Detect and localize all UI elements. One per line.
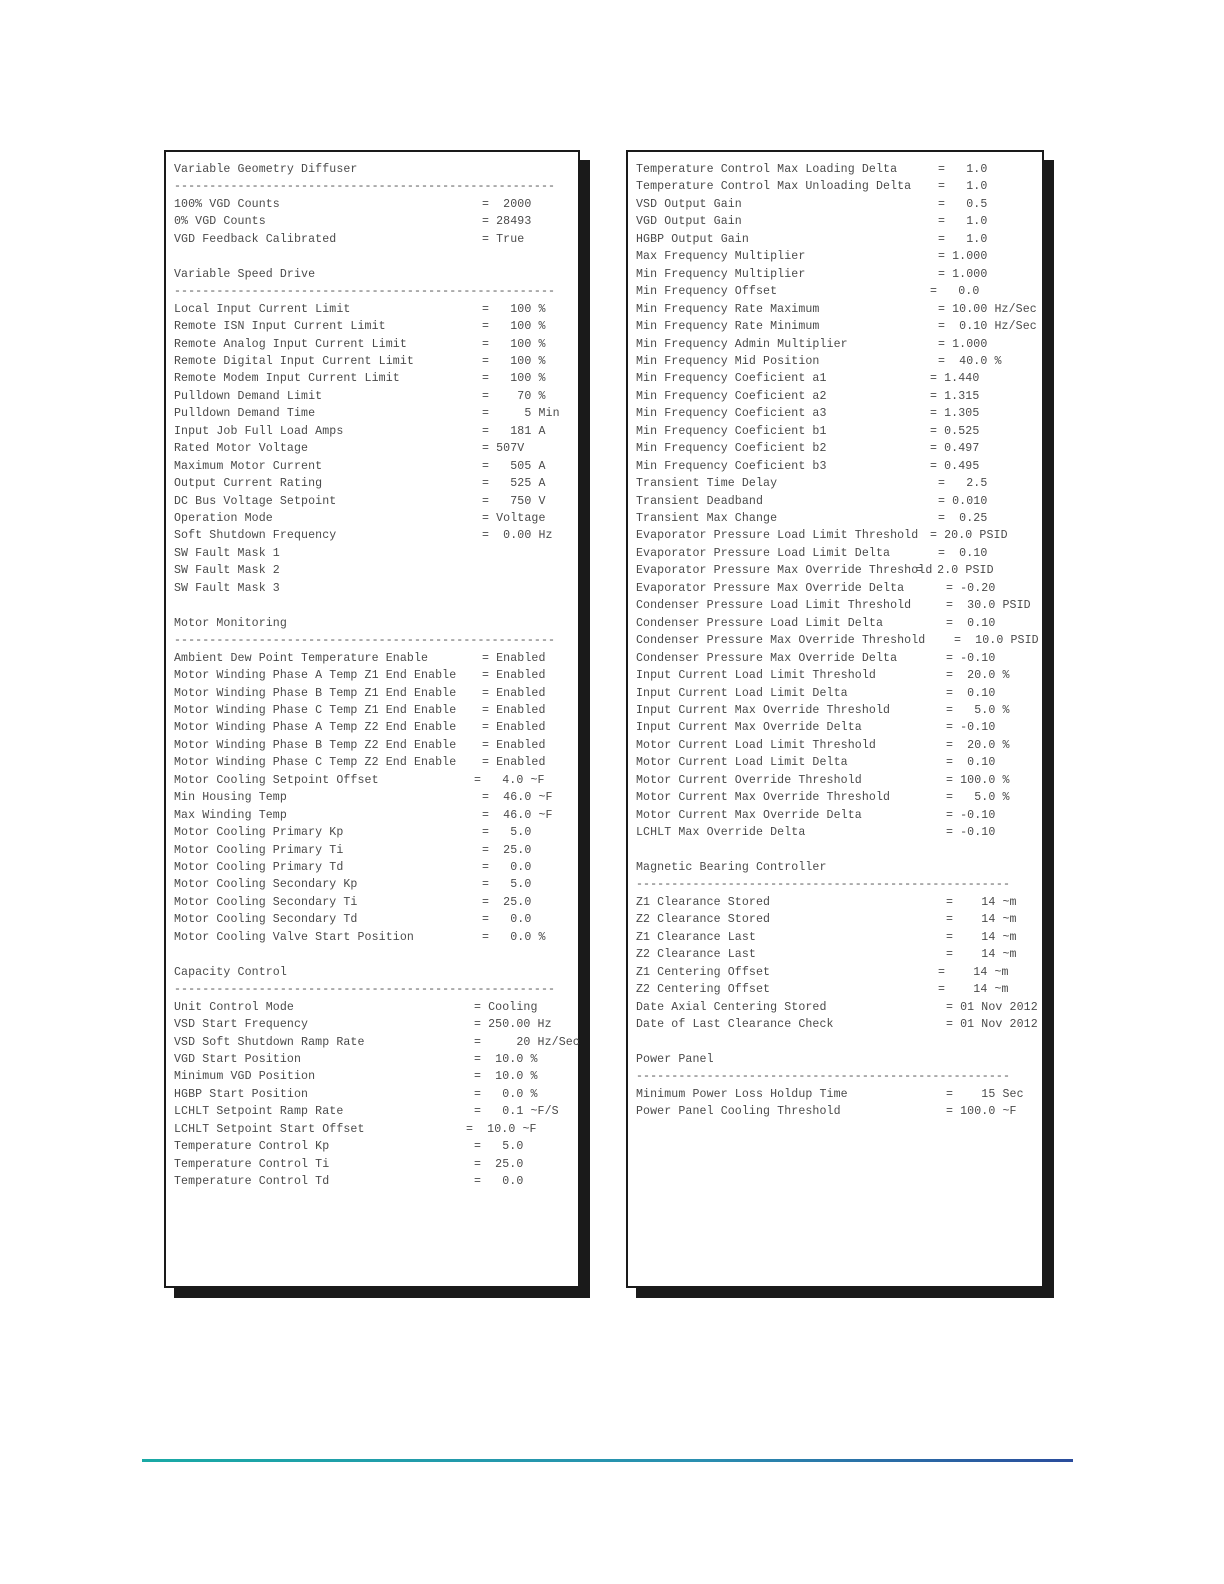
setting-value: = 100 %: [482, 372, 546, 386]
footer-rule: [142, 1459, 1073, 1462]
setting-value: = 5.0: [474, 1140, 524, 1154]
setting-label: Max Winding Temp: [174, 808, 287, 822]
setting-label: Soft Shutdown Frequency: [174, 529, 337, 543]
setting-label: Temperature Control Max Unloading Delta: [636, 180, 912, 194]
section-text: ------------------------------------------------------: [174, 634, 556, 648]
setting-value: = -0.20: [946, 581, 996, 595]
setting-value: = 1.0: [938, 215, 988, 229]
setting-label: Motor Winding Phase B Temp Z1 End Enable: [174, 686, 457, 700]
setting-label: SW Fault Mask 1: [174, 546, 280, 560]
setting-label: Maximum Motor Current: [174, 459, 323, 473]
setting-label: Motor Cooling Secondary Kp: [174, 878, 358, 892]
setting-label: Z1 Clearance Last: [636, 930, 756, 944]
setting-label: Date Axial Centering Stored: [636, 1000, 827, 1014]
setting-label: Transient Time Delay: [636, 477, 778, 491]
setting-value: = 20.0 %: [946, 738, 1010, 752]
setting-value: = 2000: [482, 197, 532, 211]
setting-label: Remote Digital Input Current Limit: [174, 354, 414, 368]
setting-value: = 100 %: [482, 337, 546, 351]
setting-label: Motor Cooling Primary Kp: [174, 826, 344, 840]
setting-label: Rated Motor Voltage: [174, 442, 309, 456]
setting-label: Motor Winding Phase A Temp Z1 End Enable: [174, 669, 457, 683]
setting-value: = 10.0 %: [474, 1070, 538, 1084]
setting-value: = 100.0 %: [946, 773, 1010, 787]
setting-value: = 14 ~m: [946, 913, 1017, 927]
setting-value: = 1.440: [930, 372, 980, 386]
setting-label: Min Frequency Multiplier: [636, 267, 806, 281]
setting-label: Evaporator Pressure Load Limit Delta: [636, 546, 891, 560]
setting-label: Min Frequency Coeficient b1: [636, 424, 827, 438]
setting-value: = Enabled: [482, 651, 546, 665]
setting-label: Condenser Pressure Load Limit Delta: [636, 616, 884, 630]
section-text: ------------------------------------------------------: [174, 285, 556, 299]
setting-value: = 5.0 %: [946, 791, 1010, 805]
section-text: -----------------------------------------------------: [636, 1070, 1011, 1084]
setting-label: HGBP Start Position: [174, 1087, 309, 1101]
setting-label: Min Frequency Coeficient b2: [636, 442, 827, 456]
section-text: Motor Monitoring: [174, 616, 287, 630]
setting-value: = 70 %: [482, 389, 546, 403]
setting-label: Max Frequency Multiplier: [636, 250, 806, 264]
setting-label: VSD Soft Shutdown Ramp Rate: [174, 1035, 365, 1049]
setting-value: = 1.000: [938, 337, 988, 351]
setting-value: = 15 Sec: [946, 1087, 1024, 1101]
setting-value: = 1.0: [938, 163, 988, 176]
setting-label: Input Current Max Override Threshold: [636, 703, 891, 717]
setting-value: = 100 %: [482, 320, 546, 334]
setting-label: Remote Analog Input Current Limit: [174, 337, 407, 351]
setting-label: Motor Cooling Setpoint Offset: [174, 773, 379, 787]
setting-label: Temperature Control Max Loading Delta: [636, 163, 898, 176]
setting-value: = 181 A: [482, 424, 546, 438]
setting-label: Min Frequency Admin Multiplier: [636, 337, 848, 351]
setting-value: = 1.000: [938, 250, 988, 264]
setting-label: Motor Cooling Primary Td: [174, 861, 344, 874]
setting-value: = 0.0 %: [474, 1087, 538, 1101]
setting-label: DC Bus Voltage Setpoint: [174, 494, 337, 508]
setting-value: = 0.0: [930, 285, 980, 299]
setting-label: Z1 Centering Offset: [636, 965, 771, 979]
setting-value: = 0.5: [938, 197, 988, 211]
setting-value: = 5 Min: [482, 407, 560, 421]
setting-value: = 25.0: [482, 895, 532, 909]
setting-value: = 14 ~m: [946, 895, 1017, 909]
setting-value: = Enabled: [482, 721, 546, 735]
setting-label: Operation Mode: [174, 512, 273, 525]
setting-label: VGD Start Position: [174, 1052, 302, 1066]
setting-label: Min Frequency Coeficient b3: [636, 459, 827, 473]
setting-value: = 20.0 %: [946, 669, 1010, 683]
setting-label: Motor Current Load Limit Delta: [636, 756, 848, 770]
setting-value: = 1.000: [938, 267, 988, 281]
setting-label: Motor Cooling Primary Ti: [174, 843, 344, 857]
setting-label: Evaporator Pressure Max Override Delta: [636, 581, 905, 595]
setting-value: = 10.0 %: [474, 1052, 538, 1066]
setting-label: Output Current Rating: [174, 477, 323, 491]
setting-label: Condenser Pressure Load Limit Threshold: [636, 599, 912, 613]
setting-label: Motor Cooling Secondary Ti: [174, 895, 358, 909]
setting-label: Z1 Clearance Stored: [636, 895, 771, 909]
setting-value: = True: [482, 232, 525, 246]
setting-label: Input Current Load Limit Threshold: [636, 669, 876, 683]
setting-value: = 750 V: [482, 494, 546, 508]
setting-value: = 46.0 ~F: [482, 791, 553, 805]
setting-label: Min Frequency Offset: [636, 285, 778, 299]
setting-label: Motor Winding Phase C Temp Z2 End Enable: [174, 756, 457, 770]
setting-value: = Voltage: [482, 512, 546, 525]
setting-label: Condenser Pressure Max Override Delta: [636, 651, 898, 665]
setting-label: Condenser Pressure Max Override Threshold: [636, 634, 926, 648]
setting-value: = 10.00 Hz/Sec: [938, 302, 1037, 316]
setting-value: = 0.525: [930, 424, 980, 438]
setting-label: SW Fault Mask 3: [174, 581, 280, 595]
setting-value: = 20 Hz/Sec: [474, 1035, 580, 1049]
left-data-panel: [164, 150, 580, 1288]
setting-value: = 100.0 ~F: [946, 1105, 1017, 1119]
setting-value: = 4.0 ~F: [474, 773, 545, 787]
setting-value: = 1.305: [930, 407, 980, 421]
setting-value: = 0.10: [946, 686, 996, 700]
setting-value: = 1.315: [930, 389, 980, 403]
section-text: Power Panel: [636, 1052, 714, 1066]
setting-value: = 525 A: [482, 477, 546, 491]
setting-value: = 0.0: [482, 861, 532, 874]
setting-value: = 250.00 Hz: [474, 1018, 552, 1032]
setting-label: Transient Deadband: [636, 494, 764, 508]
setting-value: = 01 Nov 2012: [946, 1000, 1038, 1014]
setting-value: = 5.0 %: [946, 703, 1010, 717]
setting-value: = 10.0 ~F: [466, 1122, 537, 1136]
setting-label: Pulldown Demand Limit: [174, 389, 323, 403]
setting-label: VGD Feedback Calibrated: [174, 232, 337, 246]
setting-label: Z2 Clearance Last: [636, 948, 756, 962]
setting-value: = Enabled: [482, 738, 546, 752]
setting-value: = 0.10: [946, 756, 996, 770]
setting-value: = 100 %: [482, 354, 546, 368]
setting-label: Motor Current Override Threshold: [636, 773, 862, 787]
setting-label: SW Fault Mask 2: [174, 564, 280, 578]
setting-value: = 20.0 PSID: [930, 529, 1008, 543]
setting-label: Min Frequency Coeficient a2: [636, 389, 827, 403]
right-data-panel: [626, 150, 1044, 1288]
setting-value: = Enabled: [482, 686, 546, 700]
section-text: ------------------------------------------------------: [174, 180, 556, 194]
setting-value: = Cooling: [474, 1000, 538, 1014]
setting-value: = 505 A: [482, 459, 546, 473]
setting-label: VGD Output Gain: [636, 215, 742, 229]
setting-label: Evaporator Pressure Max Override Threshold: [636, 564, 933, 578]
setting-value: = 1.0: [938, 180, 988, 194]
setting-label: Motor Winding Phase A Temp Z2 End Enable: [174, 721, 457, 735]
setting-label: 0% VGD Counts: [174, 215, 266, 229]
setting-value: = -0.10: [946, 651, 996, 665]
setting-value: = 1.0: [938, 232, 988, 246]
setting-label: Remote Modem Input Current Limit: [174, 372, 400, 386]
setting-label: LCHLT Setpoint Ramp Rate: [174, 1105, 344, 1119]
setting-label: Temperature Control Kp: [174, 1140, 330, 1154]
setting-value: = 0.00 Hz: [482, 529, 553, 543]
setting-label: Min Frequency Rate Minimum: [636, 320, 820, 334]
setting-label: Min Frequency Coeficient a1: [636, 372, 827, 386]
setting-label: Remote ISN Input Current Limit: [174, 320, 386, 334]
setting-value: = 0.1 ~F/S: [474, 1105, 559, 1119]
setting-value: = -0.10: [946, 808, 996, 822]
setting-value: = -0.10: [946, 826, 996, 840]
setting-value: = 0.10: [946, 616, 996, 630]
setting-label: Minimum Power Loss Holdup Time: [636, 1087, 848, 1101]
setting-value: = 14 ~m: [946, 930, 1017, 944]
setting-value: = 507V: [482, 442, 525, 456]
setting-label: Minimum VGD Position: [174, 1070, 316, 1084]
setting-label: Evaporator Pressure Load Limit Threshold: [636, 529, 919, 543]
setting-value: = Enabled: [482, 756, 546, 770]
setting-label: 100% VGD Counts: [174, 197, 280, 211]
setting-value: = 30.0 PSID: [946, 599, 1031, 613]
setting-value: = 14 ~m: [938, 983, 1009, 997]
setting-label: Motor Winding Phase C Temp Z1 End Enable: [174, 703, 457, 717]
setting-label: Min Housing Temp: [174, 791, 287, 805]
setting-label: Local Input Current Limit: [174, 302, 351, 316]
setting-label: Input Current Load Limit Delta: [636, 686, 848, 700]
setting-value: = 14 ~m: [946, 948, 1017, 962]
setting-label: Pulldown Demand Time: [174, 407, 316, 421]
section-text: ------------------------------------------------------: [174, 983, 556, 997]
setting-label: Temperature Control Ti: [174, 1157, 330, 1171]
setting-label: Min Frequency Rate Maximum: [636, 302, 820, 316]
setting-label: Min Frequency Coeficient a3: [636, 407, 827, 421]
setting-label: Motor Winding Phase B Temp Z2 End Enable: [174, 738, 457, 752]
setting-value: = 0.25: [938, 512, 988, 525]
setting-label: Z2 Clearance Stored: [636, 913, 771, 927]
setting-value: = 2.5: [938, 477, 988, 491]
setting-value: = -0.10: [946, 721, 996, 735]
setting-value: = 40.0 %: [938, 354, 1002, 368]
setting-value: = 0.0 %: [482, 930, 546, 944]
setting-label: Motor Current Max Override Threshold: [636, 791, 891, 805]
setting-label: Ambient Dew Point Temperature Enable: [174, 651, 429, 665]
setting-label: LCHLT Max Override Delta: [636, 826, 806, 840]
setting-value: = 0.010: [938, 494, 988, 508]
setting-label: Motor Cooling Valve Start Position: [174, 930, 414, 944]
setting-value: = 5.0: [482, 826, 532, 840]
setting-label: Date of Last Clearance Check: [636, 1018, 834, 1032]
setting-value: = 25.0: [474, 1157, 524, 1171]
setting-value: = 10.0 PSID: [954, 634, 1039, 648]
section-text: Variable Speed Drive: [174, 267, 316, 281]
setting-label: VSD Output Gain: [636, 197, 742, 211]
setting-label: Motor Cooling Secondary Td: [174, 913, 358, 927]
setting-value: = 25.0: [482, 843, 532, 857]
setting-value: = 28493: [482, 215, 532, 229]
setting-label: Min Frequency Mid Position: [636, 354, 820, 368]
setting-label: Motor Current Load Limit Threshold: [636, 738, 876, 752]
section-text: -----------------------------------------------------: [636, 878, 1011, 892]
setting-value: = Enabled: [482, 669, 546, 683]
setting-value: = 0.497: [930, 442, 980, 456]
setting-label: LCHLT Setpoint Start Offset: [174, 1122, 365, 1136]
setting-label: Input Job Full Load Amps: [174, 424, 344, 438]
setting-label: Temperature Control Td: [174, 1175, 330, 1189]
setting-value: = 01 Nov 2012: [946, 1018, 1038, 1032]
setting-label: Unit Control Mode: [174, 1000, 294, 1014]
setting-value: = 14 ~m: [938, 965, 1009, 979]
setting-label: Power Panel Cooling Threshold: [636, 1105, 841, 1119]
setting-value: = 0.0: [474, 1175, 524, 1189]
setting-label: VSD Start Frequency: [174, 1018, 309, 1032]
setting-value: = 0.0: [482, 913, 532, 927]
setting-value: = Enabled: [482, 703, 546, 717]
setting-value: = 0.10 Hz/Sec: [938, 320, 1037, 334]
setting-label: Transient Max Change: [636, 512, 778, 525]
setting-value: = 100 %: [482, 302, 546, 316]
section-text: Variable Geometry Diffuser: [174, 163, 358, 176]
setting-label: Motor Current Max Override Delta: [636, 808, 862, 822]
setting-value: = 0.495: [930, 459, 980, 473]
setting-value: = 5.0: [482, 878, 532, 892]
section-text: Capacity Control: [174, 965, 287, 979]
setting-value: = 46.0 ~F: [482, 808, 553, 822]
setting-value: = 0.10: [938, 546, 988, 560]
setting-value: = 2.0 PSID: [916, 564, 994, 578]
section-text: Magnetic Bearing Controller: [636, 861, 827, 874]
setting-label: Z2 Centering Offset: [636, 983, 771, 997]
setting-label: HGBP Output Gain: [636, 232, 749, 246]
setting-label: Input Current Max Override Delta: [636, 721, 862, 735]
